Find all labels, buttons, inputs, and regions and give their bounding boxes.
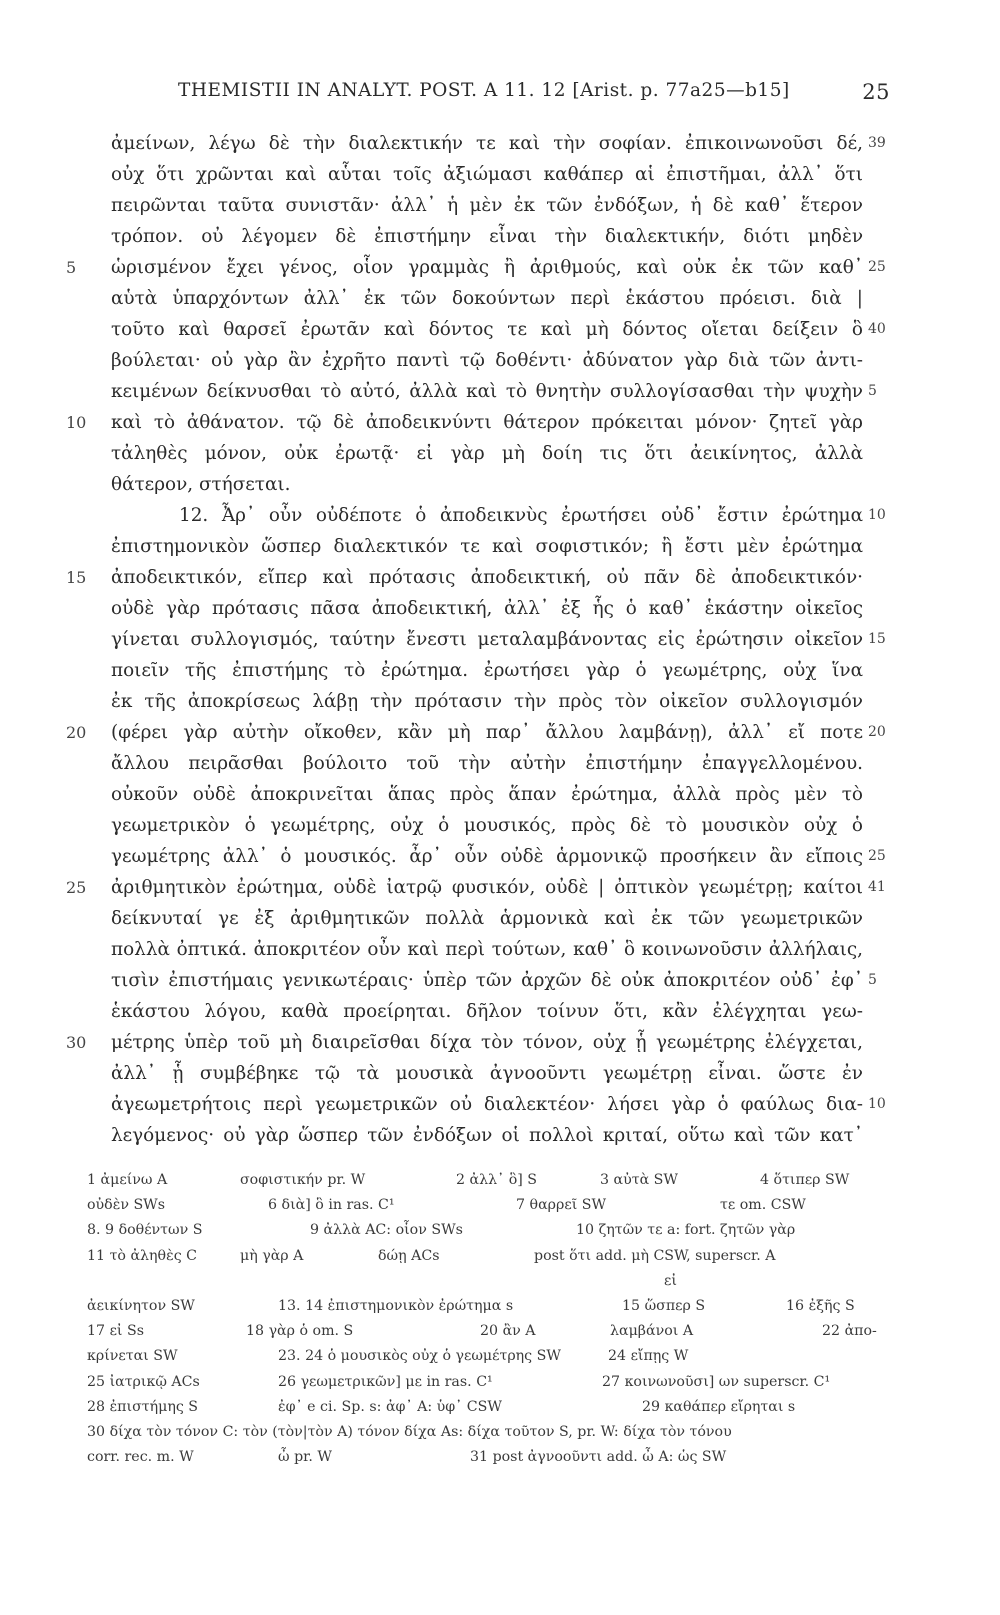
line-text: τοῦτο καὶ θαρσεῖ ἐρωτᾶν καὶ δόντος τε καὶ μὴ δόντος οἴεται δείξειν ὃ	[111, 319, 863, 340]
reference-number: 5	[868, 972, 877, 988]
text-line	[0, 252, 1000, 283]
line-text: οὐκοῦν οὐδὲ ἀποκρινεῖται ἅπας πρὸς ἅπαν ἐρώτημα, ἀλλὰ πρὸς μὲν τὸ	[111, 784, 863, 805]
critical-apparatus	[0, 1168, 1000, 1470]
line-text: ἀριθμητικὸν ἐρώτημα, οὐδὲ ἰατρῷ φυσικόν, οὐδὲ | ὀπτικὸν γεωμέτρῃ; καίτοι	[111, 877, 863, 898]
apparatus-entry: 8. 9 δοθέντων S	[87, 1222, 203, 1239]
apparatus-entry: 22 ἀπο-	[822, 1323, 877, 1340]
apparatus-entry: 18 γὰρ ὁ om. S	[246, 1323, 354, 1340]
text-line	[0, 1027, 1000, 1058]
apparatus-entry: κρίνεται SW	[87, 1348, 178, 1365]
line-text: οὐδὲ γὰρ πρότασις πᾶσα ἀποδεικτική, ἀλλ᾽ ἐξ ἧς ὁ καθ᾽ ἑκάστην οἰκεῖος	[111, 598, 863, 619]
apparatus-entry: ὦ pr. W	[278, 1449, 332, 1466]
apparatus-entry: 15 ὥσπερ S	[622, 1297, 706, 1314]
apparatus-entry: ἀεικίνητον SW	[87, 1297, 195, 1314]
running-header	[110, 80, 890, 110]
text-line	[0, 407, 1000, 438]
apparatus-entry: 1 ἀμείνω A	[87, 1172, 168, 1188]
reference-number: 15	[868, 631, 886, 647]
line-text: 12. Ἆρ᾽ οὖν οὐδέποτε ὁ ἀποδεικνὺς ἐρωτήσει οὐδ᾽ ἔστιν ἐρώτημα	[179, 505, 863, 526]
text-line	[0, 996, 1000, 1027]
apparatus-line	[0, 1294, 1000, 1319]
apparatus-line	[0, 1168, 1000, 1193]
text-line	[0, 159, 1000, 190]
text-line	[0, 624, 1000, 655]
text-line	[0, 841, 1000, 872]
apparatus-entry: 23. 24 ὁ μουσικὸς οὐχ ὁ γεωμέτρης SW	[278, 1348, 561, 1365]
line-text: θάτερον, στήσεται.	[111, 474, 291, 495]
apparatus-entry: post ὅτι add. μὴ CSW, superscr. A	[534, 1247, 776, 1264]
reference-number: 10	[868, 507, 886, 523]
line-text: οὐχ ὅτι χρῶνται καὶ αὗται τοῖς ἀξιώμασι καθάπερ αἱ ἐπιστῆμαι, ἀλλ᾽ ὅτι	[111, 164, 863, 185]
text-line	[0, 128, 1000, 159]
apparatus-line	[0, 1218, 1000, 1243]
text-line	[0, 810, 1000, 841]
line-text: μέτρης ὑπὲρ τοῦ μὴ διαιρεῖσθαι δίχα τὸν τόνον, οὐχ ᾗ γεωμέτρης ἐλέγχεται,	[111, 1032, 863, 1053]
apparatus-entry: 29 καθάπερ εἴρηται s	[642, 1398, 796, 1415]
text-line	[0, 190, 1000, 221]
line-text: γεωμέτρης ἀλλ᾽ ὁ μουσικός. ἆρ᾽ οὖν οὐδὲ ἁρμονικῷ προσήκειν ἂν εἴποις	[111, 846, 863, 867]
line-text: τρόπον. οὐ λέγομεν δὲ ἐπιστήμην εἶναι τὴν διαλεκτικήν, διότι μηδὲν	[111, 226, 863, 247]
reference-number: 5	[868, 383, 877, 399]
apparatus-entry: ἐφ᾽ e ci. Sp. s: ἀφ᾽ A: ὑφ᾽ CSW	[278, 1398, 502, 1415]
line-number: 10	[66, 413, 87, 432]
text-line	[0, 1120, 1000, 1151]
line-text: ποιεῖν τῆς ἐπιστήμης τὸ ἐρώτημα. ἐρωτήσει γὰρ ὁ γεωμέτρης, οὐχ ἵνα	[111, 660, 863, 681]
apparatus-entry: 26 γεωμετρικῶν] με in ras. C¹	[278, 1373, 493, 1390]
line-text: (φέρει γὰρ αὐτὴν οἴκοθεν, κἂν μὴ παρ᾽ ἄλλου λαμβάνῃ), ἀλλ᾽ εἴ ποτε	[111, 722, 863, 743]
line-text: γίνεται συλλογισμός, ταύτην ἔνεστι μεταλαμβάνοντας εἰς ἐρώτησιν οἰκεῖον	[111, 629, 863, 650]
line-text: κειμένων δείκνυσθαι τὸ αὐτό, ἀλλὰ καὶ τὸ θνητὴν συλλογίσασθαι τὴν ψυχὴν	[111, 381, 863, 402]
apparatus-line	[0, 1269, 1000, 1294]
text-line	[0, 779, 1000, 810]
apparatus-line	[0, 1370, 1000, 1395]
apparatus-entry: 31 post ἀγνοοῦντι add. ὦ A: ὡς SW	[470, 1449, 727, 1466]
text-line	[0, 965, 1000, 996]
apparatus-entry: corr. rec. m. W	[87, 1449, 194, 1466]
line-number: 15	[66, 568, 87, 587]
reference-number: 39	[868, 135, 886, 151]
text-line	[0, 283, 1000, 314]
line-text: λεγόμενος· οὐ γὰρ ὥσπερ τῶν ἐνδόξων οἱ πολλοὶ κριταί, οὕτω καὶ τῶν κατ᾽	[111, 1125, 863, 1146]
apparatus-entry: 11 τὸ ἀληθὲς C	[87, 1247, 198, 1264]
text-line	[0, 748, 1000, 779]
apparatus-entry: 6 διὰ] ὃ in ras. C¹	[268, 1197, 395, 1214]
text-line	[0, 469, 1000, 500]
apparatus-entry: 10 ζητῶν τε a: fort. ζητῶν γὰρ	[576, 1222, 796, 1239]
line-text: ἀποδεικτικόν, εἴπερ καὶ πρότασις ἀποδεικτική, οὐ πᾶν δὲ ἀποδεικτικόν·	[111, 567, 863, 588]
apparatus-entry: δώῃ ACs	[378, 1247, 440, 1264]
main-text	[0, 128, 1000, 1151]
line-number: 20	[66, 723, 87, 742]
line-number: 5	[66, 258, 77, 277]
reference-number: 25	[868, 848, 886, 864]
line-text: βούλεται· οὐ γὰρ ἂν ἐχρῆτο παντὶ τῷ δοθέντι· ἀδύνατον γὰρ διὰ τῶν ἀντι-	[111, 350, 863, 371]
text-line	[0, 872, 1000, 903]
apparatus-entry: τε om. CSW	[720, 1197, 806, 1214]
text-line	[0, 717, 1000, 748]
apparatus-line	[0, 1319, 1000, 1344]
apparatus-line	[0, 1344, 1000, 1369]
line-text: τἀληθὲς μόνον, οὐκ ἐρωτᾷ· εἰ γὰρ μὴ δοίη τις ὅτι ἀεικίνητος, ἀλλὰ	[111, 443, 863, 464]
text-line	[0, 903, 1000, 934]
apparatus-entry: μὴ γὰρ A	[240, 1247, 304, 1264]
apparatus-entry: 7 θαρρεῖ SW	[516, 1197, 607, 1214]
apparatus-entry: 4 ὅτιπερ SW	[760, 1172, 850, 1188]
page-number: 25	[862, 80, 890, 104]
apparatus-entry: 9 ἀλλὰ AC: οἷον SWs	[310, 1222, 463, 1239]
apparatus-entry: 13. 14 ἐπιστημονικὸν ἐρώτημα s	[278, 1297, 514, 1314]
apparatus-entry: 24 εἴπῃς W	[608, 1348, 689, 1365]
apparatus-line	[0, 1445, 1000, 1470]
text-line	[0, 500, 1000, 531]
line-text: ἀγεωμετρήτοις περὶ γεωμετρικῶν οὐ διαλεκτέον· λήσει γὰρ ὁ φαύλως δια-	[111, 1094, 863, 1115]
text-line	[0, 593, 1000, 624]
text-line	[0, 686, 1000, 717]
reference-number: 41	[868, 879, 886, 895]
line-text: ἀλλ᾽ ᾗ συμβέβηκε τῷ τὰ μουσικὰ ἀγνοοῦντι γεωμέτρῃ εἶναι. ὥστε ἐν	[111, 1063, 863, 1084]
running-title: THEMISTII IN ANALYT. POST. A 11. 12 [Arist. p. 77a25—b15]	[178, 80, 790, 101]
apparatus-entry: 30 δίχα τὸν τόνον C: τὸν (τὸν|τὸν A) τόνον δίχα As: δίχα τοῦτον S, pr. W: δίχα τὸν τόνου	[87, 1423, 732, 1440]
apparatus-line	[0, 1244, 1000, 1269]
line-text: δείκνυταί γε ἐξ ἀριθμητικῶν πολλὰ ἁρμονικὰ καὶ ἐκ τῶν γεωμετρικῶν	[111, 908, 863, 929]
reference-number: 25	[868, 259, 886, 275]
apparatus-entry: 17 εἰ Ss	[87, 1323, 144, 1340]
line-text: ἀμείνων, λέγω δὲ τὴν διαλεκτικήν τε καὶ τὴν σοφίαν. ἐπικοινωνοῦσι δέ,	[111, 133, 863, 154]
apparatus-entry: 25 ἰατρικῷ ACs	[87, 1373, 200, 1390]
line-text: ἐπιστημονικὸν ὥσπερ διαλεκτικόν τε καὶ σοφιστικόν; ἢ ἔστι μὲν ἐρώτημα	[111, 536, 863, 557]
apparatus-line	[0, 1420, 1000, 1445]
line-text: πολλὰ ὀπτικά. ἀποκριτέον οὖν καὶ περὶ τούτων, καθ᾽ ὃ κοινωνοῦσιν ἀλλήλαις,	[111, 939, 863, 960]
apparatus-entry: εἰ	[664, 1272, 677, 1289]
reference-number: 20	[868, 724, 886, 740]
line-text: ὡρισμένον ἔχει γένος, οἷον γραμμὰς ἢ ἀριθμούς, καὶ οὐκ ἐκ τῶν καθ᾽	[111, 257, 863, 278]
reference-number: 10	[868, 1096, 886, 1112]
text-line	[0, 934, 1000, 965]
text-line	[0, 376, 1000, 407]
apparatus-entry: 16 ἐξῆς S	[786, 1297, 855, 1314]
apparatus-entry: 28 ἐπιστήμης S	[87, 1398, 198, 1415]
line-text: τισὶν ἐπιστήμαις γενικωτέραις· ὑπὲρ τῶν ἀρχῶν δὲ οὐκ ἀποκριτέον οὐδ᾽ ἐφ᾽	[111, 970, 863, 991]
line-text: αὑτὰ ὑπαρχόντων ἀλλ᾽ ἐκ τῶν δοκούντων περὶ ἑκάστου πρόεισι. διὰ |	[111, 288, 863, 309]
text-line	[0, 314, 1000, 345]
line-text: ἑκάστου λόγου, καθὰ προείρηται. δῆλον τοίνυν ὅτι, κἂν ἐλέγχηται γεω-	[111, 1001, 863, 1022]
apparatus-line	[0, 1193, 1000, 1218]
line-text: ἐκ τῆς ἀποκρίσεως λάβῃ τὴν πρότασιν τὴν πρὸς τὸν οἰκεῖον συλλογισμόν	[111, 691, 863, 712]
apparatus-line	[0, 1395, 1000, 1420]
apparatus-entry: σοφιστικήν pr. W	[240, 1172, 366, 1188]
apparatus-entry: 27 κοινωνοῦσι] ων superscr. C¹	[602, 1373, 831, 1390]
text-line	[0, 655, 1000, 686]
line-text: καὶ τὸ ἀθάνατον. τῷ δὲ ἀποδεικνύντι θάτερον πρόκειται μόνον· ζητεῖ γὰρ	[111, 412, 863, 433]
line-number: 30	[66, 1033, 87, 1052]
text-line	[0, 1089, 1000, 1120]
apparatus-entry: 2 ἀλλ᾽ ὃ] S	[456, 1172, 538, 1188]
text-line	[0, 345, 1000, 376]
apparatus-entry: 20 ἂν A	[480, 1323, 536, 1340]
text-line	[0, 531, 1000, 562]
apparatus-entry: οὐδὲν SWs	[87, 1197, 166, 1214]
line-number: 25	[66, 878, 87, 897]
text-line	[0, 1058, 1000, 1089]
text-line	[0, 438, 1000, 469]
line-text: γεωμετρικὸν ὁ γεωμέτρης, οὐχ ὁ μουσικός, πρὸς δὲ τὸ μουσικὸν οὐχ ὁ	[111, 815, 863, 836]
apparatus-entry: λαμβάνοι A	[610, 1323, 694, 1340]
line-text: πειρῶνται ταῦτα συνιστᾶν· ἀλλ᾽ ἡ μὲν ἐκ τῶν ἐνδόξων, ἡ δὲ καθ᾽ ἕτερον	[111, 195, 863, 216]
apparatus-entry: 3 αὐτὰ SW	[600, 1172, 678, 1188]
reference-number: 40	[868, 321, 886, 337]
text-line	[0, 562, 1000, 593]
text-line	[0, 221, 1000, 252]
line-text: ἄλλου πειρᾶσθαι βούλοιτο τοῦ τὴν αὐτὴν ἐπιστήμην ἐπαγγελλομένου.	[111, 753, 863, 774]
